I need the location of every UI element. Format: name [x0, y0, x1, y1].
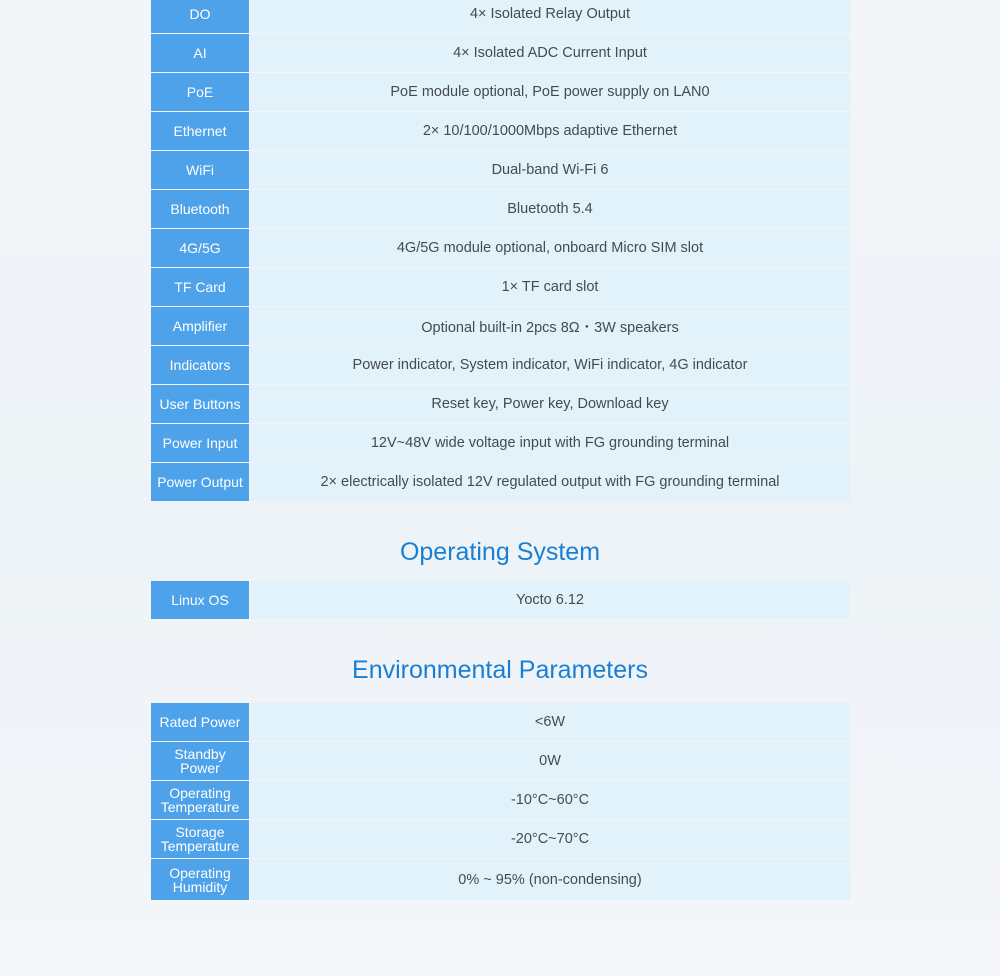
spec-row-user-buttons — [151, 385, 850, 423]
spec-label: Operating Humidity — [151, 859, 249, 900]
spec-row-poe — [151, 73, 850, 111]
spec-label: Power Input — [151, 424, 249, 462]
spec-value: Dual-band Wi-Fi 6 — [250, 151, 850, 189]
spec-row-do — [151, 0, 850, 33]
spec-row-storage-temperature — [151, 820, 850, 858]
spec-label: DO — [151, 0, 249, 33]
spec-row-ai — [151, 34, 850, 72]
operating-system-table — [151, 581, 850, 620]
spec-row-bluetooth — [151, 190, 850, 228]
spec-value: 12V~48V wide voltage input with FG grounding terminal — [250, 424, 850, 462]
spec-value: Optional built-in 2pcs 8Ω・3W speakers — [250, 307, 850, 345]
spec-row-power-input — [151, 424, 850, 462]
spec-label: Ethernet — [151, 112, 249, 150]
spec-label: 4G/5G — [151, 229, 249, 267]
spec-label: AI — [151, 34, 249, 72]
spec-row-amplifier — [151, 307, 850, 345]
spec-value: 1× TF card slot — [250, 268, 850, 306]
spec-value: Power indicator, System indicator, WiFi indicator, 4G indicator — [250, 346, 850, 384]
spec-label: PoE — [151, 73, 249, 111]
spec-value: 4× Isolated Relay Output — [250, 0, 850, 33]
environmental-parameters-table — [151, 703, 850, 901]
spec-label: Bluetooth — [151, 190, 249, 228]
spec-label: Operating Temperature — [151, 781, 249, 819]
spec-row-operating-temperature — [151, 781, 850, 819]
spec-value: 2× electrically isolated 12V regulated output with FG grounding terminal — [250, 463, 850, 501]
spec-label: Linux OS — [151, 581, 249, 619]
spec-row-indicators — [151, 346, 850, 384]
spec-value: Yocto 6.12 — [250, 581, 850, 619]
spec-value: 4× Isolated ADC Current Input — [250, 34, 850, 72]
spec-row-linux-os — [151, 581, 850, 619]
spec-value: 0W — [250, 742, 850, 780]
spec-row-power-output — [151, 463, 850, 501]
hardware-spec-table — [151, 0, 850, 502]
spec-label: Storage Temperature — [151, 820, 249, 858]
spec-label: TF Card — [151, 268, 249, 306]
spec-label: Amplifier — [151, 307, 249, 345]
spec-value: -10°C~60°C — [250, 781, 850, 819]
spec-label: WiFi — [151, 151, 249, 189]
spec-value: <6W — [250, 703, 850, 741]
spec-row-wifi — [151, 151, 850, 189]
section-title-environmental-parameters: Environmental Parameters — [352, 656, 648, 684]
spec-value: Bluetooth 5.4 — [250, 190, 850, 228]
spec-row-tf-card — [151, 268, 850, 306]
spec-row-standby-power — [151, 742, 850, 780]
spec-value: Reset key, Power key, Download key — [250, 385, 850, 423]
spec-value: 4G/5G module optional, onboard Micro SIM slot — [250, 229, 850, 267]
spec-value: 0% ~ 95% (non-condensing) — [250, 859, 850, 900]
spec-row-ethernet — [151, 112, 850, 150]
spec-label: Standby Power — [151, 742, 249, 780]
spec-value: PoE module optional, PoE power supply on LAN0 — [250, 73, 850, 111]
spec-label: User Buttons — [151, 385, 249, 423]
spec-label: Rated Power — [151, 703, 249, 741]
spec-label: Power Output — [151, 463, 249, 501]
spec-value: 2× 10/100/1000Mbps adaptive Ethernet — [250, 112, 850, 150]
spec-label: Indicators — [151, 346, 249, 384]
spec-row-operating-humidity — [151, 859, 850, 900]
section-title-operating-system: Operating System — [399, 538, 601, 566]
spec-row-rated-power — [151, 703, 850, 741]
spec-value: -20°C~70°C — [250, 820, 850, 858]
spec-row-cellular — [151, 229, 850, 267]
